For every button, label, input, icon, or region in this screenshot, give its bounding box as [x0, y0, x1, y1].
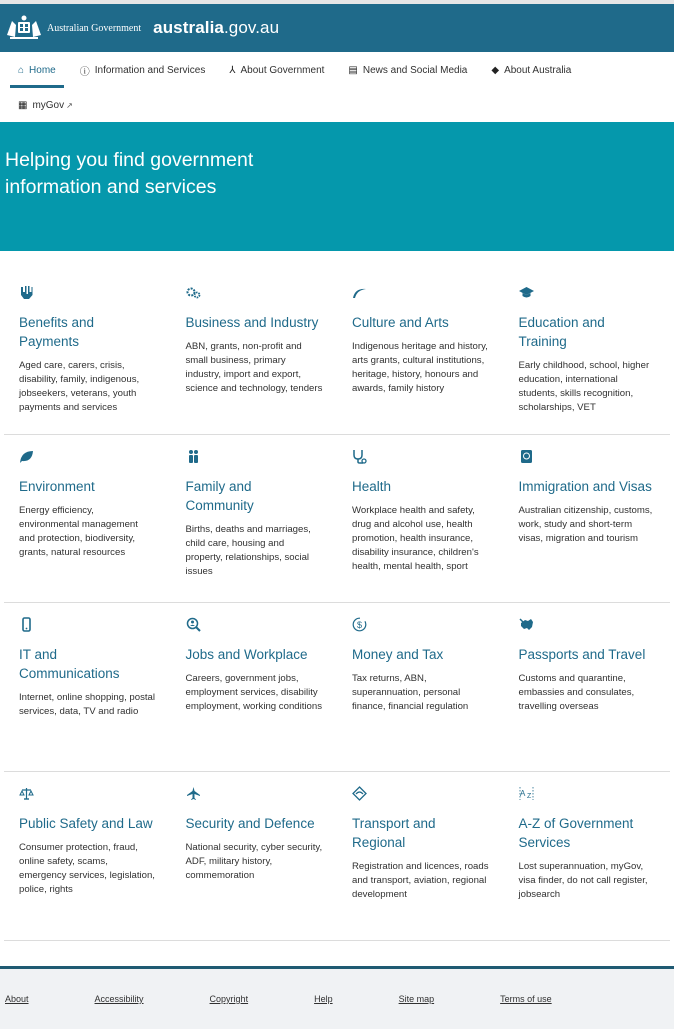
graduation-cap-icon — [519, 285, 657, 303]
nav-item-about-government[interactable] — [217, 52, 336, 88]
leaf-icon — [19, 449, 157, 467]
category-link[interactable]: A-Z of Government Services — [518, 816, 634, 850]
plane-map-icon — [519, 617, 657, 635]
gears-icon — [186, 285, 324, 303]
category-tile-it-and-communications — [4, 603, 171, 771]
category-description: Workplace health and safety, drug and alcohol use, health promotion, health insurance, disability insurance, children's health, mental health, sport — [352, 505, 479, 572]
category-tile-immigration-and-visas — [504, 435, 671, 602]
category-description: Internet, online shopping, postal services, data, TV and radio — [19, 692, 156, 717]
category-row — [4, 772, 670, 941]
coat-of-arms-icon — [4, 13, 44, 43]
category-link[interactable]: Transport and Regional — [352, 816, 436, 850]
dollar-icon — [352, 617, 490, 635]
category-tile-security-and-defence — [171, 772, 338, 940]
category-link[interactable]: Family and Community — [185, 479, 254, 513]
svg-text:Z: Z — [526, 793, 531, 800]
category-link[interactable]: Immigration and Visas — [518, 479, 652, 494]
crest-label: Australian Government — [47, 22, 142, 34]
australia-map-icon: ◆ — [491, 64, 500, 76]
category-description: Tax returns, ABN, superannuation, personal finance, financial regulation — [352, 673, 469, 712]
footer-link-about[interactable]: About — [5, 994, 29, 1004]
category-link[interactable]: Passports and Travel — [518, 647, 646, 662]
category-link[interactable]: Jobs and Workplace — [185, 647, 308, 662]
category-link[interactable]: Culture and Arts — [352, 315, 449, 330]
category-link[interactable]: Health — [352, 479, 392, 494]
road-icon — [352, 786, 490, 804]
category-description: Careers, government jobs, employment services, disability employment, working conditions — [185, 673, 323, 712]
news-icon: ▤ — [348, 64, 358, 76]
a-z-icon — [519, 786, 657, 804]
nav-item-mygov[interactable] — [6, 87, 85, 123]
footer-link-terms-of-use[interactable]: Terms of use — [500, 994, 552, 1004]
category-description: Births, deaths and marriages, child care, housing and property, relationships, social issues — [185, 524, 311, 577]
category-tile-a-z-of-government-services — [504, 772, 671, 940]
job-search-icon — [186, 617, 324, 635]
category-link[interactable]: Environment — [19, 479, 95, 494]
hero-banner — [0, 122, 674, 251]
info-icon: ⓘ — [79, 66, 90, 78]
category-description: ABN, grants, non-profit and small business, primary industry, import and export, science and technology, tenders — [185, 341, 323, 394]
category-row — [4, 271, 670, 435]
nav-item-news-and-social-media[interactable] — [336, 52, 479, 88]
category-link[interactable]: Public Safety and Law — [19, 816, 153, 831]
jet-icon — [186, 786, 324, 804]
footer-link-copyright[interactable]: Copyright — [209, 994, 249, 1004]
nav-item-label: About Government — [240, 64, 325, 76]
category-description: Lost superannuation, myGov, visa finder, do not call register, jobsearch — [518, 861, 648, 900]
site-title-rest: .gov.au — [223, 18, 280, 37]
category-row — [4, 603, 670, 772]
category-tile-family-and-community — [171, 435, 338, 602]
nav-item-home[interactable] — [6, 52, 68, 88]
category-tile-public-safety-and-law — [4, 772, 171, 940]
category-link[interactable]: IT and Communications — [19, 647, 120, 681]
category-tile-money-and-tax — [337, 603, 504, 771]
nav-row-primary — [6, 52, 668, 88]
footer-link-help[interactable]: Help — [314, 994, 333, 1004]
main-navigation — [0, 52, 674, 122]
category-tile-environment — [4, 435, 171, 602]
hero-title: Helping you find government information and services — [5, 149, 254, 198]
passport-icon — [519, 449, 657, 467]
svg-text:$: $ — [356, 619, 363, 630]
category-tile-jobs-and-workplace — [171, 603, 338, 771]
stethoscope-icon — [352, 449, 490, 467]
category-description: Customs and quarantine, embassies and consulates, travelling overseas — [518, 673, 635, 712]
category-description: Energy efficiency, environmental management and protection, biodiversity, grants, natural resources — [19, 505, 138, 558]
category-description: Australian citizenship, customs, work, study and short-term visas, migration and tourism — [518, 505, 653, 544]
government-icon: ⅄ — [229, 64, 236, 76]
nav-item-label: Home — [29, 64, 56, 76]
nav-item-label: News and Social Media — [362, 64, 468, 76]
category-description: Early childhood, school, higher education, international students, skills recognition, scholarships, VET — [518, 360, 650, 413]
category-description: Registration and licences, roads and transport, aviation, regional development — [352, 861, 489, 900]
category-link[interactable]: Security and Defence — [185, 816, 315, 831]
category-grid — [0, 251, 674, 941]
category-link[interactable]: Money and Tax — [352, 647, 444, 662]
category-description: Aged care, carers, crisis, disability, family, indigenous, jobseekers, veterans, youth payments and services — [19, 360, 140, 413]
site-title-bold: australia — [153, 18, 224, 37]
category-link[interactable]: Benefits and Payments — [19, 315, 95, 349]
category-tile-health — [337, 435, 504, 602]
category-description: Indigenous heritage and history, arts grants, cultural institutions, heritage, history, honours and awards, family history — [352, 341, 488, 394]
mobile-icon — [19, 617, 157, 635]
nav-item-information-and-services[interactable] — [68, 52, 218, 88]
nav-row-secondary — [6, 88, 668, 122]
category-link[interactable]: Education and Training — [518, 315, 605, 349]
svg-text:A: A — [519, 789, 525, 798]
nav-item-label: Information and Services — [94, 64, 206, 76]
category-row — [4, 435, 670, 603]
nav-item-label: myGov — [32, 99, 65, 111]
category-tile-transport-and-regional — [337, 772, 504, 940]
site-banner — [0, 4, 674, 52]
category-description: Consumer protection, fraud, online safety, scams, emergency services, legislation, police, rights — [19, 842, 155, 895]
hands-icon — [19, 285, 157, 303]
category-tile-business-and-industry — [171, 271, 338, 434]
external-link-icon: ↗ — [66, 100, 73, 110]
boomerang-icon — [352, 285, 490, 303]
category-tile-education-and-training — [504, 271, 671, 434]
category-tile-passports-and-travel — [504, 603, 671, 771]
category-link[interactable]: Business and Industry — [185, 315, 319, 330]
category-description: National security, cyber security, ADF, military history, commemoration — [185, 842, 323, 881]
scales-icon — [19, 786, 157, 804]
nav-item-about-australia[interactable] — [479, 52, 583, 88]
site-footer — [0, 969, 674, 1029]
home-icon: ⌂ — [18, 64, 25, 76]
footer-link-site-map[interactable]: Site map — [398, 994, 435, 1004]
nav-item-label: About Australia — [504, 64, 572, 76]
government-crest-link[interactable] — [4, 13, 141, 43]
footer-link-accessibility[interactable]: Accessibility — [94, 994, 144, 1004]
family-icon — [186, 449, 324, 467]
mygov-icon: ▦ — [18, 99, 28, 111]
category-tile-benefits-and-payments — [4, 271, 171, 434]
category-tile-culture-and-arts — [337, 271, 504, 434]
site-title-link[interactable] — [153, 18, 279, 38]
